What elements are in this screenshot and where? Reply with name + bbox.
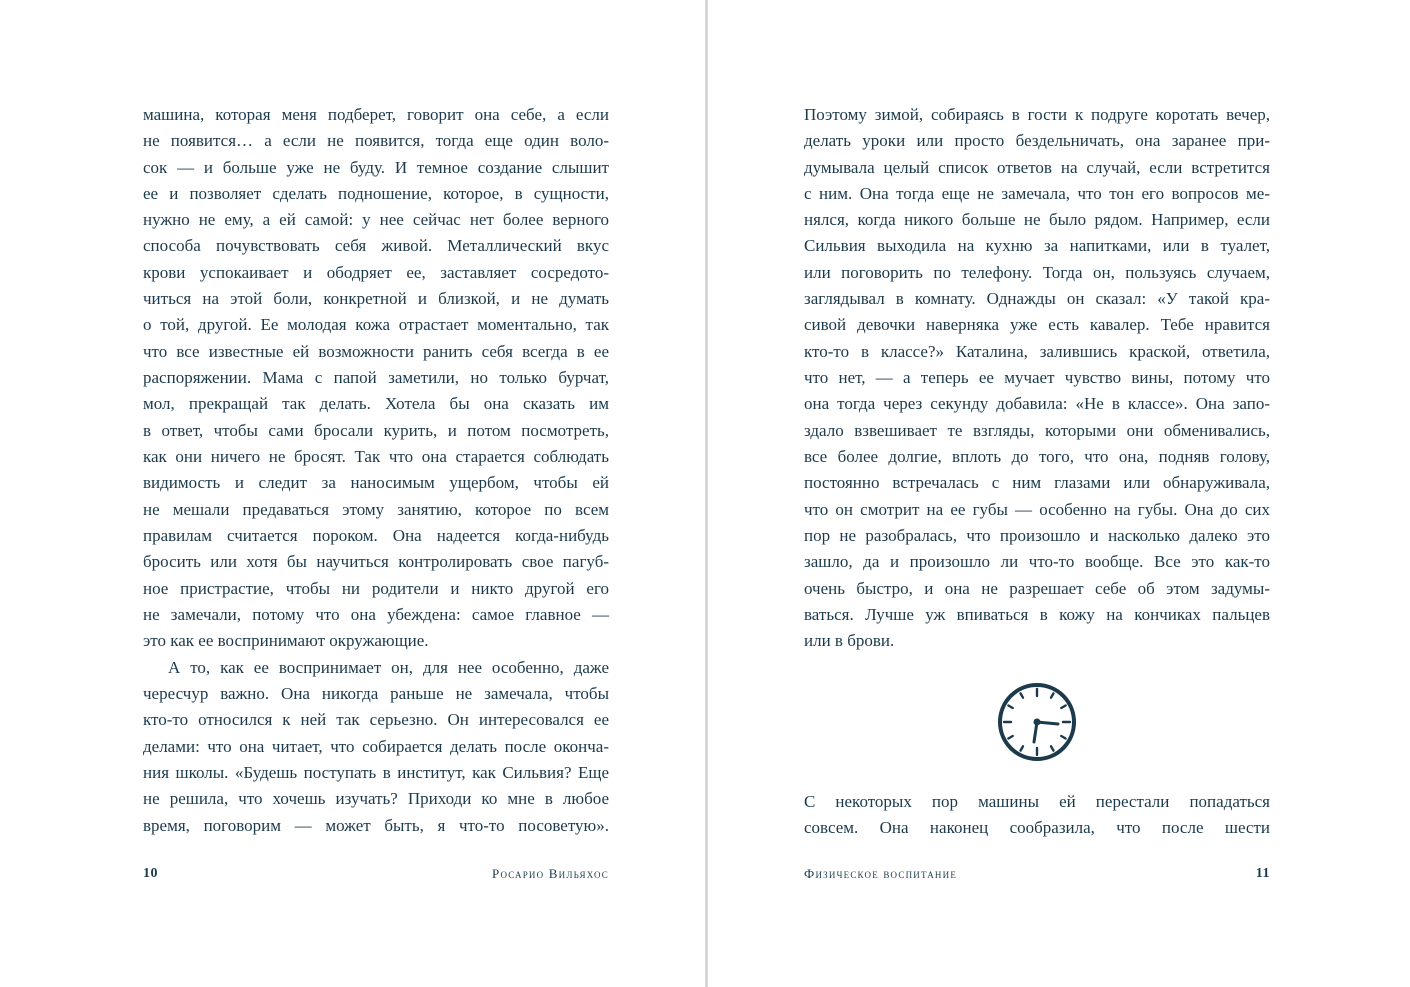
body-line: постоянно встречалась с ним глазами или обнаруживала,: [804, 473, 1270, 492]
body-line: нялся, когда никого больше не было рядом. Например, если: [804, 210, 1270, 229]
page-number-right: 11: [1255, 866, 1270, 881]
body-line: пор не разобралась, что произошло и насколько далеко это: [804, 526, 1270, 545]
body-line: она тогда через секунду добавила: «Не в классе». Она запо-: [804, 394, 1270, 413]
running-head-title: Физическое воспитание: [804, 866, 958, 881]
body-line: способа почувствовать себя живой. Металлический вкус: [143, 236, 609, 255]
body-line: видимость и следит за наносимым ущербом, чтобы ей: [143, 473, 609, 492]
body-line: совсем. Она наконец сообразила, что после шести: [804, 818, 1270, 837]
body-line: нужно не ему, а ей самой: у нее сейчас нет более верного: [143, 210, 609, 229]
body-line: делать уроки или просто бездельничать, она заранее при-: [804, 131, 1270, 150]
body-line: С некоторых пор машины ей перестали попадаться: [804, 792, 1270, 811]
body-line: ее и позволяет сделать подношение, которое, в сущности,: [143, 184, 609, 203]
book-gutter: [705, 0, 708, 987]
body-line: крови успокаивает и ободряет ее, заставляет сосредото-: [143, 263, 609, 282]
body-line: о той, другой. Ее молодая кожа отрастает моментально, так: [143, 315, 609, 334]
body-line: это как ее воспринимают окружающие.: [143, 631, 429, 650]
body-line: что все известные ей возможности ранить себя всегда в ее: [143, 342, 609, 361]
body-line: не появится… а если не появится, тогда еще один воло-: [143, 131, 609, 150]
body-line: или поговорить по телефону. Тогда он, пользуясь случаем,: [804, 263, 1270, 282]
body-line: Поэтому зимой, собираясь в гости к подруге коротать вечер,: [804, 105, 1270, 124]
body-line: не решила, что хочешь изучать? Приходи ко мне в любое: [143, 789, 609, 808]
body-line: зашло, да и произошло ли что-то вообще. Все это как-то: [804, 552, 1270, 571]
body-line: правилам считается пороком. Она надеется когда-нибудь: [143, 526, 609, 545]
body-line: машина, которая меня подберет, говорит она себе, а если: [143, 105, 609, 124]
body-line: делами: что она читает, что собирается делать после оконча-: [143, 737, 609, 756]
body-line: очень быстро, и она не разрешает себе об этом задумы-: [804, 579, 1270, 598]
body-line: что он смотрит на ее губы — особенно на губы. Она до сих: [804, 500, 1270, 519]
body-line: ное пристрастие, чтобы ни родители и никто другой его: [143, 579, 609, 598]
body-line: с ним. Она тогда еще не замечала, что тон его вопросов ме-: [804, 184, 1270, 203]
body-line: сивой девочки наверняка уже есть кавалер. Тебе нравится: [804, 315, 1270, 334]
body-line: как они ничего не бросят. Так что она старается соблюдать: [143, 447, 609, 466]
clock-icon: [996, 681, 1078, 763]
body-line: заглядывал в комнату. Однажды он сказал: «У такой кра-: [804, 289, 1270, 308]
body-line: распоряжении. Мама с папой заметили, но только бурчат,: [143, 368, 609, 387]
body-line: кто-то в классе?» Каталина, залившись краской, ответила,: [804, 342, 1270, 361]
body-line: А то, как ее воспринимает он, для нее особенно, даже: [168, 658, 609, 677]
body-line: читься на этой боли, конкретной и близкой, и не думать: [143, 289, 609, 308]
body-line: время, поговорим — может быть, я что-то посоветую».: [143, 816, 609, 835]
body-line: что нет, — а теперь ее мучает чувство вины, потому что: [804, 368, 1270, 387]
body-line: думывала целый список ответов на случай, если встретится: [804, 158, 1270, 177]
body-line: в ответ, чтобы сами бросали курить, и потом посмотреть,: [143, 421, 609, 440]
body-line: не замечали, потому что она убеждена: самое главное —: [143, 605, 609, 624]
body-line: или в брови.: [804, 631, 895, 650]
page-number-left: 10: [143, 866, 158, 881]
body-line: мол, прекращай так делать. Хотела бы она сказать им: [143, 394, 609, 413]
body-line: ния школы. «Будешь поступать в институт, как Сильвия? Еще: [143, 763, 609, 782]
running-head-author: Росарио Вильяхос: [492, 866, 609, 881]
body-line: чересчур важно. Она никогда раньше не замечала, чтобы: [143, 684, 609, 703]
body-line: бросить или хотя бы научиться контролировать свое пагуб-: [143, 552, 609, 571]
body-line: Сильвия выходила на кухню за напитками, или в туалет,: [804, 236, 1270, 255]
body-line: все более долгие, вплоть до того, что она, подняв голову,: [804, 447, 1270, 466]
body-line: кто-то относился к ней так серьезно. Он интересовался ее: [143, 710, 609, 729]
body-line: здало взвешивает те взгляды, которыми они обменивались,: [804, 421, 1270, 440]
body-line: ваться. Лучше уж впиваться в кожу на кончиках пальцев: [804, 605, 1270, 624]
body-line: не мешали предаваться этому занятию, которое по всем: [143, 500, 609, 519]
body-line: сок — и больше уже не буду. И темное создание слышит: [143, 158, 609, 177]
